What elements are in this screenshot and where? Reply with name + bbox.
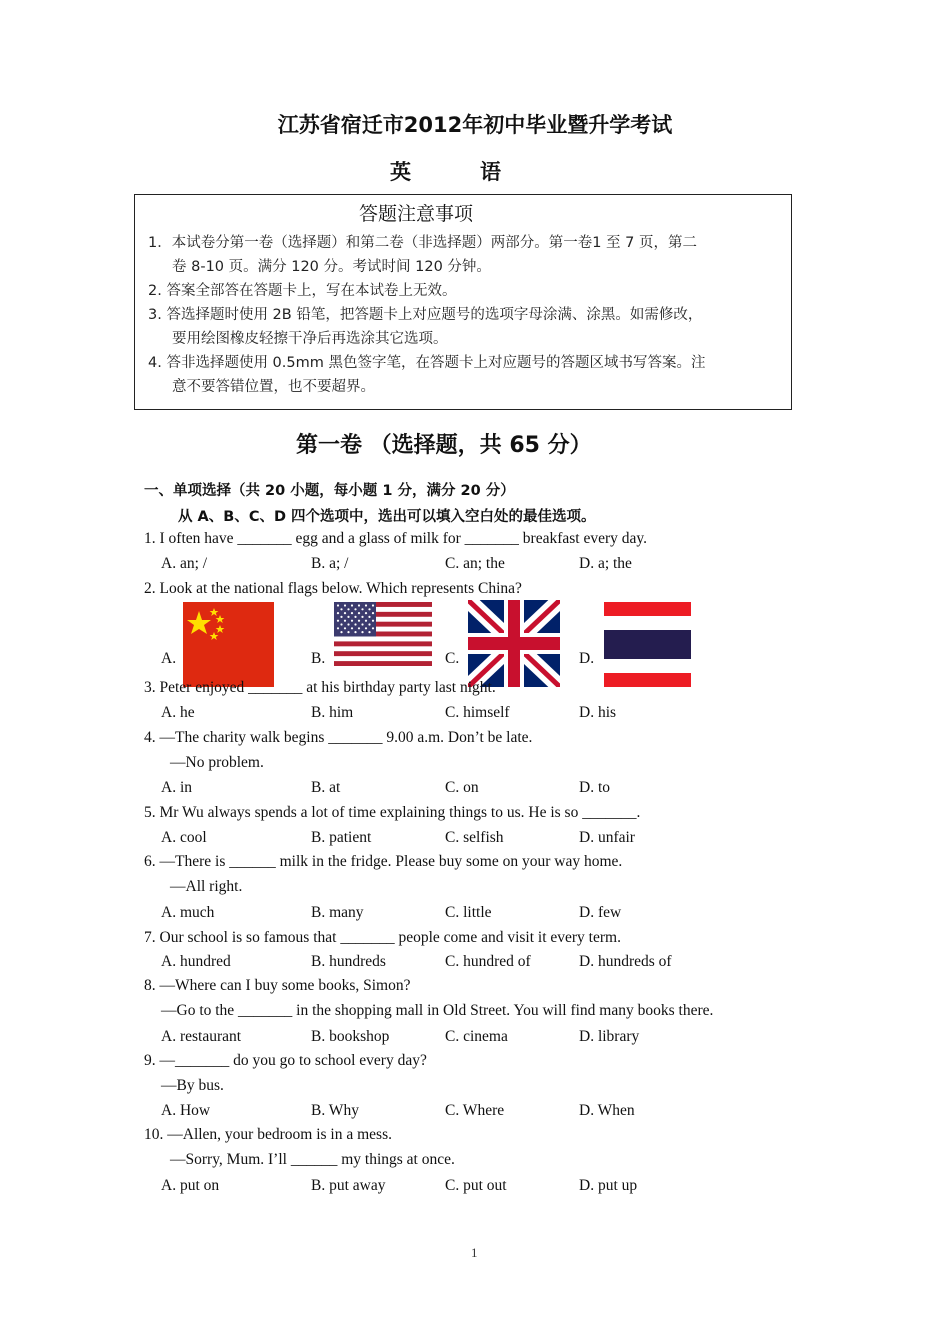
notice-line-4: 3. 答选择题时使用 2B 铅笔，把答题卡上对应题号的选项字母涂满、涂黑。如需修改， [148,307,703,323]
question-8-option-d: D. library [579,1028,640,1045]
question-5-stem: 5. Mr Wu always spends a lot of time explaining things to us. He is so _______. [144,804,641,821]
exam-title: 江苏省宿迁市2012年初中毕业暨升学考试 [277,113,673,137]
question-5-option-b: B. patient [311,829,372,846]
uk-flag-image [468,600,560,687]
question-6-option-c: C. little [445,904,492,921]
question-10-option-b: B. put away [311,1177,386,1194]
question-10-option-d: D. put up [579,1177,638,1194]
question-2-stem: 2. Look at the national flags below. Which represents China? [144,580,522,597]
question-7-option-d: D. hundreds of [579,953,672,970]
notice-line-3: 2. 答案全部答在答题卡上，写在本试卷上无效。 [148,283,457,299]
china-flag-image [183,602,274,687]
question-6-stem: 6. —There is ______ milk in the fridge. Please buy some on your way home. [144,853,623,870]
question-1-option-d: D. a; the [579,555,632,572]
question-1-option-b: B. a; / [311,555,349,572]
question-3-option-a: A. he [161,704,195,721]
part-title: 第一卷 （选择题，共 65 分） [296,433,592,458]
question-10-stem: 10. —Allen, your bedroom is in a mess. [144,1126,392,1143]
question-8-stem: 8. —Where can I buy some books, Simon? [144,977,411,994]
notice-line-6: 4. 答非选择题使用 0.5mm 黑色签字笔，在答题卡上对应题号的答题区域书写答案。注 [148,355,706,371]
question-5-option-d: D. unfair [579,829,635,846]
subject-char-1: 英 [390,160,411,184]
question-7-option-b: B. hundreds [311,953,386,970]
question-9-option-b: B. Why [311,1102,359,1119]
question-2-option-b: B. [311,650,326,667]
question-10-reply: —Sorry, Mum. I’ll ______ my things at once. [170,1151,455,1168]
notice-title: 答题注意事项 [359,203,474,225]
question-4-option-a: A. in [161,779,192,796]
question-9-reply: —By bus. [161,1077,224,1094]
question-7-stem: 7. Our school is so famous that _______ people come and visit it every term. [144,929,621,946]
notice-line-7: 意不要答错位置，也不要超界。 [172,379,375,395]
question-6-reply: —All right. [170,878,243,895]
question-3-option-b: B. him [311,704,354,721]
question-9-option-c: C. Where [445,1102,505,1119]
subject-char-2: 语 [480,160,501,184]
question-5-option-c: C. selfish [445,829,504,846]
question-4-option-b: B. at [311,779,341,796]
notice-line-2: 卷 8-10 页。满分 120 分。考试时间 120 分钟。 [172,259,491,275]
china-flag-field [183,602,274,687]
question-1-stem: 1. I often have _______ egg and a glass of milk for _______ breakfast every day. [144,530,648,547]
usa-flag-image [334,602,432,666]
question-2-option-c: C. [445,650,460,667]
question-5-option-a: A. cool [161,829,207,846]
question-8-option-c: C. cinema [445,1028,508,1045]
question-4-stem: 4. —The charity walk begins _______ 9.00 a.m. Don’t be late. [144,729,533,746]
question-10-option-a: A. put on [161,1177,220,1194]
thailand-flag-image [604,602,691,687]
question-9-option-a: A. How [161,1102,211,1119]
question-6-option-a: A. much [161,904,215,921]
question-8-option-b: B. bookshop [311,1028,390,1045]
notice-line-1: 1．本试卷分第一卷（选择题）和第二卷（非选择题）两部分。第一卷1 至 7 页，第二 [148,235,698,251]
question-9-option-d: D. When [579,1102,635,1119]
page-number: 1 [471,1245,478,1260]
question-3-option-d: D. his [579,704,617,721]
notice-line-5: 要用绘图橡皮轻擦干净后再选涂其它选项。 [172,331,448,347]
question-9-stem: 9. —_______ do you go to school every day? [144,1052,427,1069]
question-6-option-d: D. few [579,904,622,921]
section-heading: 一、单项选择（共 20 小题，每小题 1 分，满分 20 分） [144,483,515,499]
question-7-option-a: A. hundred [161,953,231,970]
question-2-option-d: D. [579,650,595,667]
question-10-option-c: C. put out [445,1177,507,1194]
question-7-option-c: C. hundred of [445,953,531,970]
question-4-reply: —No problem. [170,754,264,771]
question-4-option-d: D. to [579,779,610,796]
question-2-option-a: A. [161,650,177,667]
question-8-reply: —Go to the _______ in the shopping mall in Old Street. You will find many books there. [161,1002,714,1019]
section-instruction: 从 A、B、C、D 四个选项中，选出可以填入空白处的最佳选项。 [178,509,596,525]
question-1-option-c: C. an; the [445,555,505,572]
question-3-option-c: C. himself [445,704,510,721]
question-6-option-b: B. many [311,904,364,921]
question-4-option-c: C. on [445,779,479,796]
question-1-option-a: A. an; / [161,555,208,572]
question-8-option-a: A. restaurant [161,1028,242,1045]
question-3-stem: 3. Peter enjoyed _______ at his birthday party last night. [144,679,496,696]
